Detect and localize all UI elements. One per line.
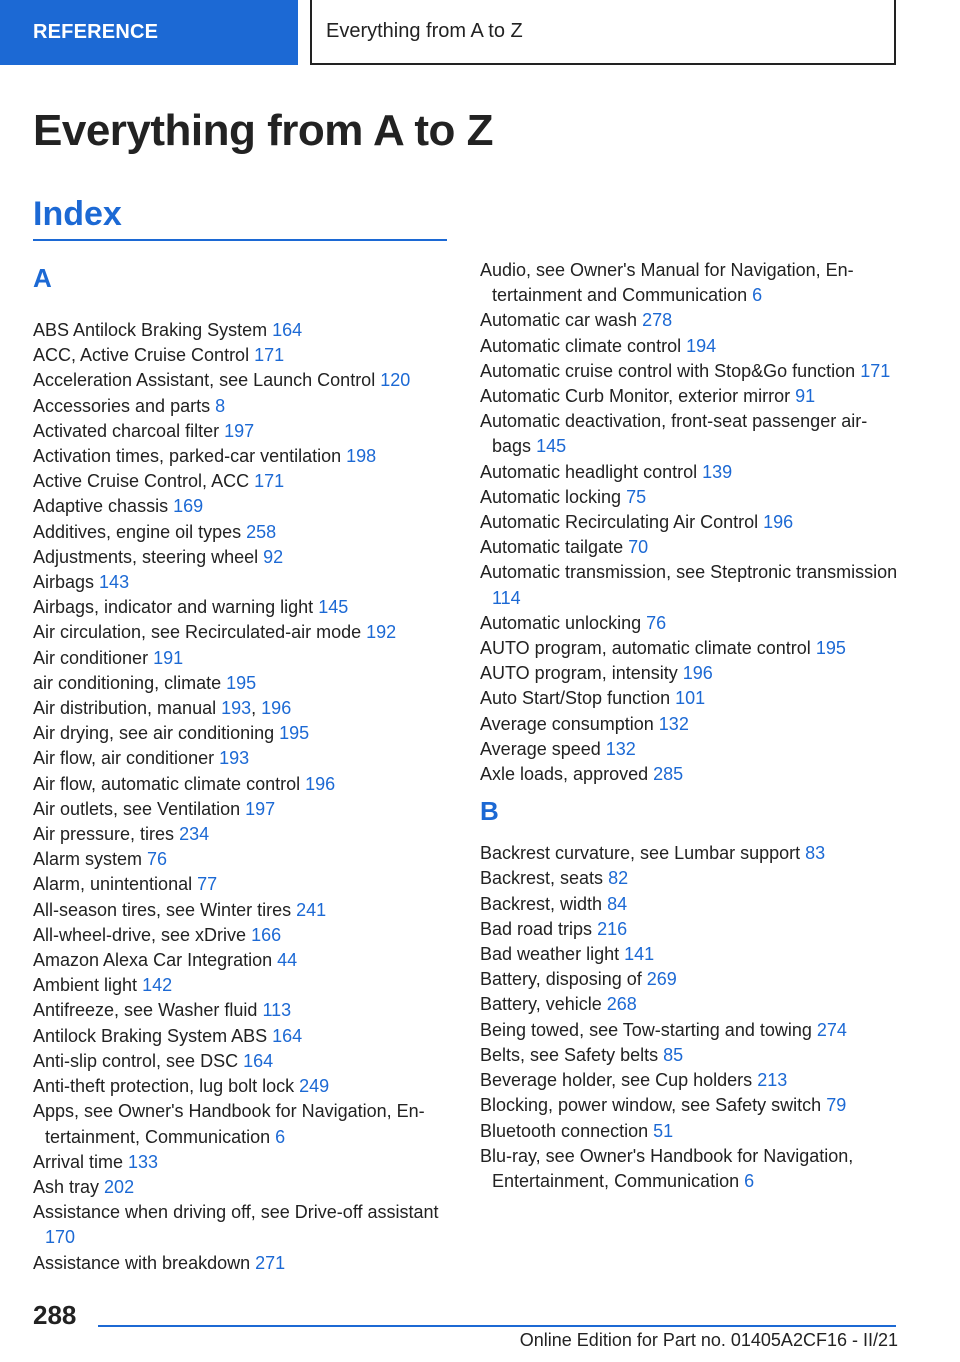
page-reference-link[interactable]: 269 [646,969,677,990]
index-entry [33,923,453,948]
section-tab [0,0,298,65]
page-reference-link[interactable]: 249 [299,1076,330,1097]
index-entry [33,444,453,469]
entry-term: Air flow, automatic climate control [33,773,301,794]
index-heading: Index [33,195,122,233]
index-entry [480,866,900,891]
page-reference-link[interactable]: 6 [744,1170,755,1191]
index-entry [33,847,453,872]
entry-term: Airbags [33,572,95,593]
entry-term: Anti-theft protection, lug bolt lock [33,1076,295,1097]
page-reference-link[interactable]: 169 [173,496,204,517]
entry-term: Automatic unlocking [480,612,642,633]
entry-term: Belts, see Safety belts [480,1044,659,1065]
index-entry: Air distribution, manual 193, 196 [33,698,292,719]
entry-term: Automatic locking [480,486,622,507]
page-reference-link[interactable]: 196 [682,663,713,684]
entry-term: Automatic Curb Monitor, exterior mirror [480,386,791,407]
entry-term: air conditioning, climate [33,672,222,693]
page-reference-link[interactable]: 171 [254,471,285,492]
entry-term: Battery, disposing of [480,969,642,990]
page-reference-link[interactable]: 77 [197,874,218,895]
entry-term: Automatic transmission, see Steptronic transmission [480,562,898,583]
section-label: REFERENCE [33,21,159,43]
entry-term: Air distribution, manual [33,698,217,719]
entry-term: AUTO program, automatic climate control [480,638,811,659]
entry-term: Automatic headlight control [480,461,698,482]
index-column-right [480,258,900,1194]
page-reference-link[interactable]: 196 [763,512,794,533]
entry-term: Automatic car wash [480,310,638,331]
index-entry [33,620,453,645]
footer-divider [98,1325,896,1327]
page-reference-link[interactable]: 191 [153,647,184,668]
index-entry [480,510,900,535]
page-reference-link[interactable]: 271 [255,1252,286,1273]
page-reference-link[interactable]: 133 [128,1151,159,1172]
page-reference-link[interactable]: 164 [243,1050,274,1071]
index-column-left [33,258,453,1276]
index-entry [480,661,900,686]
page-reference-link[interactable]: 113 [262,1000,292,1021]
page-reference-link[interactable]: 141 [624,944,655,965]
page-reference-link[interactable]: 142 [142,975,173,996]
index-entry [480,1093,900,1118]
entry-term: Antifreeze, see Washer fluid [33,1000,258,1021]
entry-term: Assistance when driving off, see Drive-off assistant [33,1202,439,1223]
page-reference-link[interactable]: 285 [653,764,684,785]
page-reference-link[interactable]: 192 [366,622,397,643]
index-entry [480,712,900,737]
entry-term: Active Cruise Control, ACC [33,471,250,492]
index-entry [480,737,900,762]
entry-term: Air outlets, see Ventilation [33,798,241,819]
page-reference-link[interactable]: 213 [757,1070,788,1091]
index-entry [33,520,453,545]
entry-term: Air flow, air conditioner [33,748,215,769]
index-entry [480,560,900,610]
index-entry [480,460,900,485]
edition-note: Online Edition for Part no. 01405A2CF16 - II/21 [519,1330,898,1350]
index-entry [33,872,453,897]
index-entry [33,570,453,595]
index-entry [480,917,900,942]
entry-term: Being towed, see Tow-starting and towing [480,1019,812,1040]
entry-term: Anti-slip control, see DSC [33,1050,239,1071]
index-entry [480,967,900,992]
index-entry [480,762,900,787]
page-reference-link[interactable]: 197 [224,420,255,441]
page-number: 288 [33,1300,77,1330]
index-entry [480,841,900,866]
page-reference-link[interactable]: 164 [272,1025,303,1046]
index-entry [480,686,900,711]
page-reference-link[interactable]: 76 [147,849,168,870]
page-reference-link[interactable]: 197 [245,798,276,819]
page-reference-link[interactable]: 145 [318,597,349,618]
page-reference-link[interactable]: 196 [305,773,336,794]
entry-term: Amazon Alexa Car Integration [33,950,273,971]
index-entry [480,1043,900,1068]
page-reference-link[interactable]: 274 [816,1019,847,1040]
entry-term: Additives, engine oil types [33,521,242,542]
index-entry [33,469,453,494]
index-entry [33,343,453,368]
page-reference-link[interactable]: 82 [608,868,629,889]
page-reference-link[interactable]: 171 [860,360,891,381]
index-entry [480,636,900,661]
letter-heading-a: A [33,263,52,293]
entry-term: Assistance with breakdown [33,1252,251,1273]
index-entry [480,611,900,636]
index-entry [33,545,453,570]
page-reference-link[interactable]: 120 [380,370,411,391]
index-entry [33,822,453,847]
page-reference-link[interactable]: 193 [219,748,250,769]
index-entry [33,494,453,519]
entry-term: Battery, vehicle [480,994,602,1015]
index-entry [33,746,453,771]
entry-term: Bluetooth connection [480,1120,649,1141]
index-entry [33,646,453,671]
page-reference-link[interactable]: 6 [752,285,763,306]
entry-term: Automatic tailgate [480,537,624,558]
page-reference-link[interactable]: 166 [251,924,282,945]
index-entry [33,1074,453,1099]
entry-term: Axle loads, approved [480,764,649,785]
page-reference-link[interactable]: 196 [261,698,292,719]
index-entry [480,359,900,384]
page-reference-link[interactable]: 170 [45,1227,76,1248]
index-entry [33,1200,453,1250]
index-entry [480,1119,900,1144]
index-entry [33,318,453,343]
page-reference-link[interactable]: 132 [605,738,636,759]
entry-list [480,258,900,787]
entry-term: Accessories and parts [33,395,211,416]
entry-term: All-wheel-drive, see xDrive [33,924,247,945]
page-reference-link[interactable]: 241 [296,899,327,920]
page-reference-link[interactable]: 171 [254,345,285,366]
index-entry [480,258,900,308]
index-entry [480,308,900,333]
entry-term: Antilock Braking System ABS [33,1025,268,1046]
entry-term: Activated charcoal filter [33,420,220,441]
entry-list [33,318,453,1276]
index-entry [480,384,900,409]
index-entry [33,1150,453,1175]
entry-term: Beverage holder, see Cup holders [480,1070,753,1091]
entry-term: Audio, see Owner's Manual for Navigation, Entertainment and Communication [480,260,854,306]
page-reference-link[interactable]: 216 [597,918,628,939]
index-entry [33,671,453,696]
page-reference-link[interactable]: 193 [221,698,252,719]
entry-term: Automatic climate control [480,335,682,356]
entry-term: ABS Antilock Braking System [33,320,268,340]
header-title: Everything from A to Z [326,20,523,42]
entry-term: Bad weather light [480,944,620,965]
index-entry [33,1251,453,1276]
index-entry [480,485,900,510]
page-reference-link[interactable]: 143 [99,572,130,593]
entry-term: Backrest, seats [480,868,604,889]
index-entry [480,892,900,917]
page-reference-link[interactable]: 195 [815,638,846,659]
page-reference-link[interactable]: 6 [275,1126,286,1147]
entry-term: Apps, see Owner's Handbook for Navigation, Entertainment, Communication [33,1101,425,1147]
index-entry [480,1144,900,1194]
entry-term: Automatic Recirculating Air Control [480,512,759,533]
page-reference-link[interactable]: 84 [607,893,628,914]
index-entry [480,942,900,967]
entry-term: Air conditioner [33,647,149,668]
entry-term: Backrest, width [480,893,603,914]
index-entry [33,772,453,797]
entry-term: Blu-ray, see Owner's Handbook for Navigation, Entertainment, Communication [480,1145,854,1191]
index-entry [33,394,453,419]
index-entry [33,1175,453,1200]
page-reference-link[interactable]: 164 [272,320,303,340]
entry-term: Adaptive chassis [33,496,169,517]
page-reference-link[interactable]: 101 [675,688,706,709]
index-entry [33,1049,453,1074]
entry-term: Average consumption [480,713,654,734]
index-entry [33,898,453,923]
index-entry [33,797,453,822]
index-entry [33,973,453,998]
letter-heading-b: B [480,796,499,827]
page-reference-link[interactable]: 194 [686,335,717,356]
index-entry [33,368,453,393]
page-reference-link[interactable]: 202 [104,1176,135,1197]
page-reference-link[interactable]: 195 [279,723,310,744]
entry-term: Ambient light [33,975,138,996]
page-reference-link[interactable]: 92 [263,546,284,567]
index-entry [480,1018,900,1043]
header-title-box [310,0,896,65]
entry-term: ACC, Active Cruise Control [33,345,250,366]
page-reference-link[interactable]: 75 [626,486,647,507]
index-entry [480,992,900,1017]
entry-term: Ash tray [33,1176,100,1197]
page-reference-link[interactable]: 198 [346,446,377,467]
page-reference-link[interactable]: 258 [246,521,277,542]
index-entry [480,1068,900,1093]
entry-term: Arrival time [33,1151,124,1172]
entry-term: Automatic cruise control with Stop&Go function [480,360,856,381]
entry-term: Adjustments, steering wheel [33,546,259,567]
page-reference-link[interactable]: 91 [795,386,816,407]
page-reference-link[interactable]: 79 [826,1095,847,1116]
entry-term: Air pressure, tires [33,824,175,845]
entry-term: Alarm, unintentional [33,874,193,895]
entry-term: Average speed [480,738,601,759]
index-entry [480,535,900,560]
page-title: Everything from A to Z [33,106,493,155]
entry-term: Auto Start/Stop function [480,688,671,709]
page-reference-link[interactable]: 195 [226,672,257,693]
index-entry [33,998,453,1023]
entry-term: Activation times, parked-car ventilation [33,446,342,467]
page-reference-link[interactable]: 132 [658,713,689,734]
index-entry [33,1024,453,1049]
index-entry [33,948,453,973]
entry-term: Alarm system [33,849,143,870]
index-divider [33,239,447,241]
page-reference-link[interactable]: 51 [653,1120,674,1141]
page-reference-link[interactable]: 76 [646,612,667,633]
entry-term: Airbags, indicator and warning light [33,597,314,618]
page-reference-link[interactable]: 114 [492,587,521,608]
page-reference-link[interactable]: 234 [179,824,210,845]
page-reference-link[interactable]: 8 [215,395,226,416]
entry-term: Bad road trips [480,918,593,939]
index-entry [33,419,453,444]
entry-term: Acceleration Assistant, see Launch Control [33,370,376,391]
page-reference-link[interactable]: 44 [277,950,298,971]
entry-term: Automatic deactivation, front-seat passenger airbags [480,411,868,457]
entry-list [480,841,900,1194]
page-reference-link[interactable]: 145 [536,436,567,457]
page-reference-link[interactable]: 70 [628,537,649,558]
page-reference-link[interactable]: 85 [663,1044,684,1065]
page-reference-link[interactable]: 83 [805,843,826,864]
entry-term: Blocking, power window, see Safety switch [480,1095,822,1116]
page-reference-link[interactable]: 268 [606,994,637,1015]
index-entry [480,334,900,359]
entry-term: Air circulation, see Recirculated-air mode [33,622,362,643]
entry-term: AUTO program, intensity [480,663,678,684]
index-entry [33,721,453,746]
index-entry [33,595,453,620]
page-reference-link[interactable]: 139 [702,461,733,482]
index-entry [480,409,900,459]
entry-term: All-season tires, see Winter tires [33,899,292,920]
entry-term: Air drying, see air conditioning [33,723,275,744]
page-reference-link[interactable]: 278 [642,310,673,331]
index-entry [33,1099,453,1149]
entry-term: Backrest curvature, see Lumbar support [480,843,801,864]
